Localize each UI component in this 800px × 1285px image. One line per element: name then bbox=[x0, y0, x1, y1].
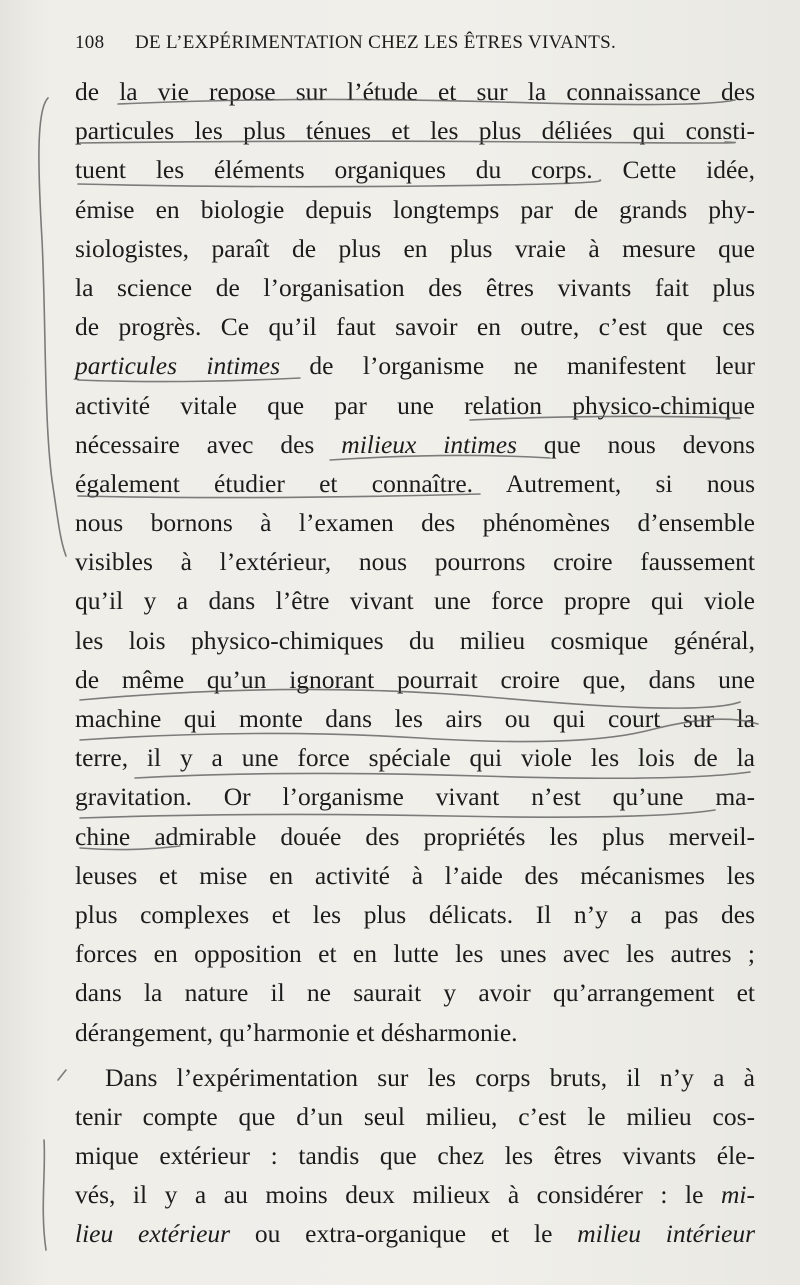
italic-phrase: milieux intimes bbox=[341, 429, 517, 459]
italic-phrase: mi- bbox=[721, 1180, 755, 1210]
text-line: machine qui monte dans les airs ou qui court sur la bbox=[75, 704, 755, 733]
text-line: tuent les éléments organiques du corps. Cette idée, bbox=[75, 155, 755, 185]
text-line: de même qu’un ignorant pourrait croire que, dans une bbox=[75, 664, 755, 694]
text-line: chine admirable douée des propriétés les plus merveil- bbox=[75, 821, 755, 851]
running-header bbox=[75, 32, 700, 54]
text-line: nécessaire avec des milieux intimes que nous devons bbox=[75, 429, 756, 459]
body-text bbox=[75, 72, 755, 1254]
text-line: mique extérieur : tandis que chez les êtres vivants éle- bbox=[75, 1141, 755, 1171]
running-title: DE L’EXPÉRIMENTATION CHEZ LES ÊTRES VIVANTS. bbox=[135, 32, 617, 53]
text-line: la science de l’organisation des êtres vivants fait plus bbox=[75, 272, 755, 302]
text-line: particules les plus ténues et les plus déliées qui consti- bbox=[75, 116, 755, 146]
text-line: activité vitale que par une relation physico-chimique bbox=[75, 390, 755, 420]
text-line: dans la nature il ne saurait y avoir qu’arrangement et bbox=[75, 978, 755, 1008]
text-line: les lois physico-chimiques du milieu cosmique général, bbox=[75, 625, 755, 655]
text-line: nous bornons à l’examen des phénomènes d’ensemble bbox=[75, 508, 755, 538]
text-line: visibles à l’extérieur, nous pourrons croire faussement bbox=[75, 547, 755, 577]
paragraph-start-line: Dans l’expérimentation sur les corps bruts, il n’y a à bbox=[105, 1062, 755, 1092]
text-line: gravitation. Or l’organisme vivant n’est qu’une ma- bbox=[75, 782, 755, 812]
margin-bracket bbox=[39, 98, 66, 556]
text-line: émise en biologie depuis longtemps par de grands phy- bbox=[75, 194, 755, 224]
italic-phrase: particules intimes bbox=[75, 351, 281, 381]
text-line: de la vie repose sur l’étude et sur la connaissance des bbox=[75, 77, 755, 106]
margin-mark bbox=[58, 1070, 66, 1080]
text-line: qu’il y a dans l’être vivant une force propre qui viole bbox=[75, 586, 755, 616]
text-line: lieu extérieur ou extra-organique et le milieu intérieur bbox=[75, 1219, 755, 1249]
text-line: vés, il y a au moins deux milieux à considérer : le mi- bbox=[75, 1180, 755, 1210]
text-line: leuses et mise en activité à l’aide des mécanismes les bbox=[75, 860, 755, 890]
margin-mark bbox=[43, 1140, 46, 1250]
text-line: également étudier et connaître. Autrement, si nous bbox=[75, 468, 755, 498]
text-line: plus complexes et les plus délicats. Il n’y a pas des bbox=[75, 899, 755, 929]
italic-phrase: milieu intérieur bbox=[577, 1219, 755, 1249]
text-line: terre, il y a une force spéciale qui viole les lois de la bbox=[75, 743, 755, 773]
text-line: tenir compte que d’un seul milieu, c’est le milieu cos- bbox=[75, 1101, 755, 1131]
italic-phrase: lieu extérieur bbox=[75, 1219, 231, 1249]
text-line: dérangement, qu’harmonie et désharmonie. bbox=[75, 1017, 518, 1047]
text-line: forces en opposition et en lutte les unes avec les autres ; bbox=[75, 939, 755, 969]
page-number: 108 bbox=[75, 32, 105, 53]
text-line: particules intimes de l’organisme ne manifestent leur bbox=[75, 351, 755, 381]
text-line: de progrès. Ce qu’il faut savoir en outre, c’est que ces bbox=[75, 312, 755, 342]
text-line: siologistes, paraît de plus en plus vraie à mesure que bbox=[75, 233, 755, 263]
